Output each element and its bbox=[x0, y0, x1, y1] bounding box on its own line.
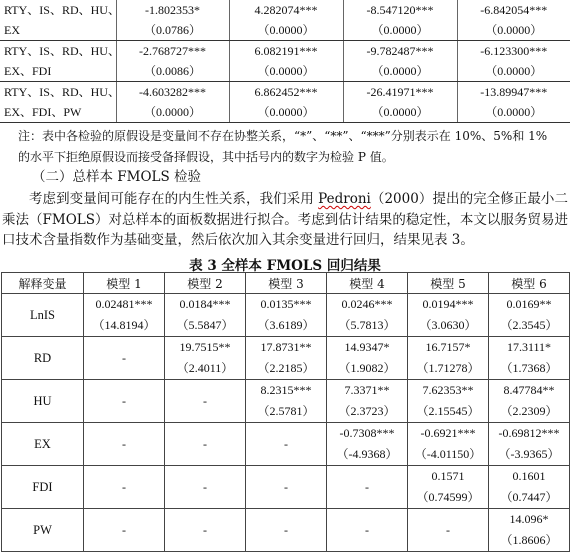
table-note: 注：表中各检验的原假设是变量间不存在协整关系，“*”、“**”、“***”分别表示在 10%、5%和 1%的水平下拒绝原假设而接受备择假设，其中括号内的数字为检验 P 值。 bbox=[18, 129, 548, 164]
coint-statistic: 4.282074*** bbox=[229, 0, 343, 20]
header-model-2: 模型 2 bbox=[165, 273, 246, 294]
coefficient-value: 0.1601 bbox=[489, 466, 570, 488]
coint-p-value: （0.0086） bbox=[116, 61, 229, 82]
t-statistic-value: （2.2185） bbox=[246, 358, 327, 380]
coefficient-value: 0.02481*** bbox=[84, 294, 165, 316]
t-statistic-value: （3.6189） bbox=[246, 315, 327, 337]
t-statistic-value: （2.4011） bbox=[165, 358, 246, 380]
empty-cell-dash: - bbox=[165, 466, 246, 509]
coint-row-line bbox=[0, 0, 570, 20]
coint-variable-label: RTY、IS、RD、HU、 bbox=[0, 41, 116, 62]
table3-header-row bbox=[2, 273, 570, 294]
table3-row-coefficient bbox=[2, 380, 570, 402]
empty-cell-dash: - bbox=[165, 423, 246, 466]
coint-row-line bbox=[0, 102, 570, 123]
coint-statistic: -26.41971*** bbox=[343, 82, 457, 103]
coefficient-value: 17.8731** bbox=[246, 337, 327, 359]
coint-statistic: -1.802353* bbox=[116, 0, 229, 20]
cointegration-test-body bbox=[0, 0, 570, 123]
coefficient-value: 8.47784** bbox=[489, 380, 570, 402]
t-statistic-value: （1.9082） bbox=[327, 358, 408, 380]
table3-row-coefficient bbox=[2, 509, 570, 531]
table3-row-coefficient bbox=[2, 337, 570, 359]
coint-p-value: （0.0000） bbox=[229, 20, 343, 41]
coefficient-value: 0.0169** bbox=[489, 294, 570, 316]
coint-statistic: 6.082191*** bbox=[229, 41, 343, 62]
t-statistic-value: （2.3723） bbox=[327, 401, 408, 423]
t-statistic-value: （-4.01150） bbox=[408, 444, 489, 466]
coint-p-value: （0.0000） bbox=[343, 61, 457, 82]
coint-p-value: （0.0000） bbox=[457, 20, 570, 41]
t-statistic-value: （0.74599） bbox=[408, 487, 489, 509]
header-explanatory-variable: 解释变量 bbox=[2, 273, 84, 294]
t-statistic-value: （5.7813） bbox=[327, 315, 408, 337]
t-statistic-value: （2.3545） bbox=[489, 315, 570, 337]
coefficient-value: 7.3371** bbox=[327, 380, 408, 402]
coint-p-value: （0.0000） bbox=[457, 102, 570, 123]
coint-statistic: -8.547120*** bbox=[343, 0, 457, 20]
coint-statistic: -9.782487*** bbox=[343, 41, 457, 62]
empty-cell-dash: - bbox=[327, 466, 408, 509]
empty-cell-dash: - bbox=[165, 509, 246, 552]
coefficient-value: -0.69812*** bbox=[489, 423, 570, 445]
paragraph-text-before: 考虑到变量间可能存在的内生性关系，我们采用 bbox=[29, 191, 319, 207]
fmols-results-table bbox=[1, 272, 570, 552]
coefficient-value: -0.7308*** bbox=[327, 423, 408, 445]
table3-row-coefficient bbox=[2, 294, 570, 316]
variable-name: LnIS bbox=[2, 294, 84, 337]
t-statistic-value: （3.0630） bbox=[408, 315, 489, 337]
coint-row-line bbox=[0, 41, 570, 62]
variable-name: HU bbox=[2, 380, 84, 423]
coefficient-value: 0.0184*** bbox=[165, 294, 246, 316]
coint-p-value: （0.0786） bbox=[116, 20, 229, 41]
coint-p-value: （0.0000） bbox=[229, 102, 343, 123]
coint-variable-label: EX、FDI、PW bbox=[0, 102, 116, 123]
coint-statistic: -13.89947*** bbox=[457, 82, 570, 103]
t-statistic-value: （-4.9368） bbox=[327, 444, 408, 466]
coint-row-line bbox=[0, 61, 570, 82]
empty-cell-dash: - bbox=[246, 466, 327, 509]
coefficient-value: 17.3111* bbox=[489, 337, 570, 359]
empty-cell-dash: - bbox=[327, 509, 408, 552]
coint-row-line bbox=[0, 82, 570, 103]
coefficient-value: 19.7515** bbox=[165, 337, 246, 359]
header-model-6: 模型 6 bbox=[489, 273, 570, 294]
coefficient-value: -0.6921*** bbox=[408, 423, 489, 445]
coefficient-value: 16.7157* bbox=[408, 337, 489, 359]
coefficient-value: 0.0135*** bbox=[246, 294, 327, 316]
coint-p-value: （0.0000） bbox=[116, 102, 229, 123]
coint-statistic: -2.768727*** bbox=[116, 41, 229, 62]
empty-cell-dash: - bbox=[84, 337, 165, 380]
variable-name: RD bbox=[2, 337, 84, 380]
coefficient-value: 0.0194*** bbox=[408, 294, 489, 316]
empty-cell-dash: - bbox=[165, 380, 246, 423]
variable-name: FDI bbox=[2, 466, 84, 509]
t-statistic-value: （1.7368） bbox=[489, 358, 570, 380]
t-statistic-value: （5.5847） bbox=[165, 315, 246, 337]
table3-body bbox=[2, 294, 570, 552]
t-statistic-value: （0.7447） bbox=[489, 487, 570, 509]
table3-row-coefficient bbox=[2, 466, 570, 488]
coint-p-value: （0.0000） bbox=[457, 61, 570, 82]
empty-cell-dash: - bbox=[246, 423, 327, 466]
coefficient-value: 14.9347* bbox=[327, 337, 408, 359]
coint-p-value: （0.0000） bbox=[343, 20, 457, 41]
body-paragraph bbox=[2, 189, 568, 251]
header-model-5: 模型 5 bbox=[408, 273, 489, 294]
t-statistic-value: （2.15545） bbox=[408, 401, 489, 423]
empty-cell-dash: - bbox=[408, 509, 489, 552]
t-statistic-value: （1.8606） bbox=[489, 530, 570, 552]
coint-variable-label: EX、FDI bbox=[0, 61, 116, 82]
header-model-3: 模型 3 bbox=[246, 273, 327, 294]
empty-cell-dash: - bbox=[84, 380, 165, 423]
coefficient-value: 7.62353** bbox=[408, 380, 489, 402]
t-statistic-value: （2.5781） bbox=[246, 401, 327, 423]
coint-p-value: （0.0000） bbox=[229, 61, 343, 82]
coint-row-line bbox=[0, 20, 570, 41]
t-statistic-value: （-3.9365） bbox=[489, 444, 570, 466]
coint-variable-label: EX bbox=[0, 20, 116, 41]
coint-variable-label: RTY、IS、RD、HU、 bbox=[0, 82, 116, 103]
empty-cell-dash: - bbox=[84, 466, 165, 509]
coefficient-value: 8.2315*** bbox=[246, 380, 327, 402]
empty-cell-dash: - bbox=[84, 509, 165, 552]
coefficient-value: 0.0246*** bbox=[327, 294, 408, 316]
paragraph-text-after: （2000）提出的完全修正最小二乘法（FMOLS）对总样本的面板数据进行拟合。考虑到估计结果的稳定性，本文以服务贸易进口技术含量指数作为基础变量，然后依次加入其余变量进行回归，结果见表 3。 bbox=[2, 191, 568, 248]
variable-name: EX bbox=[2, 423, 84, 466]
paragraph-author-name: Pedroni bbox=[318, 191, 371, 207]
coint-p-value: （0.0000） bbox=[343, 102, 457, 123]
table3-row-coefficient bbox=[2, 423, 570, 445]
coefficient-value: 0.1571 bbox=[408, 466, 489, 488]
coint-variable-label: RTY、IS、RD、HU、 bbox=[4, 3, 120, 17]
empty-cell-dash: - bbox=[84, 423, 165, 466]
t-statistic-value: （14.8194） bbox=[84, 315, 165, 337]
t-statistic-value: （2.2309） bbox=[489, 401, 570, 423]
coint-statistic: -6.842054*** bbox=[457, 0, 570, 20]
section-title: （二）总样本 FMOLS 检验 bbox=[32, 169, 202, 185]
coefficient-value: 14.096* bbox=[489, 509, 570, 531]
coint-statistic: 6.862452*** bbox=[229, 82, 343, 103]
header-model-4: 模型 4 bbox=[327, 273, 408, 294]
table3-row-tstat bbox=[2, 315, 570, 337]
coint-statistic: -6.123300*** bbox=[457, 41, 570, 62]
table3-title: 表 3 全样本 FMOLS 回归结果 bbox=[189, 258, 381, 274]
t-statistic-value: （1.71278） bbox=[408, 358, 489, 380]
header-model-1: 模型 1 bbox=[84, 273, 165, 294]
empty-cell-dash: - bbox=[246, 509, 327, 552]
cointegration-test-table bbox=[0, 0, 570, 123]
coint-statistic: -4.603282*** bbox=[116, 82, 229, 103]
variable-name: PW bbox=[2, 509, 84, 552]
